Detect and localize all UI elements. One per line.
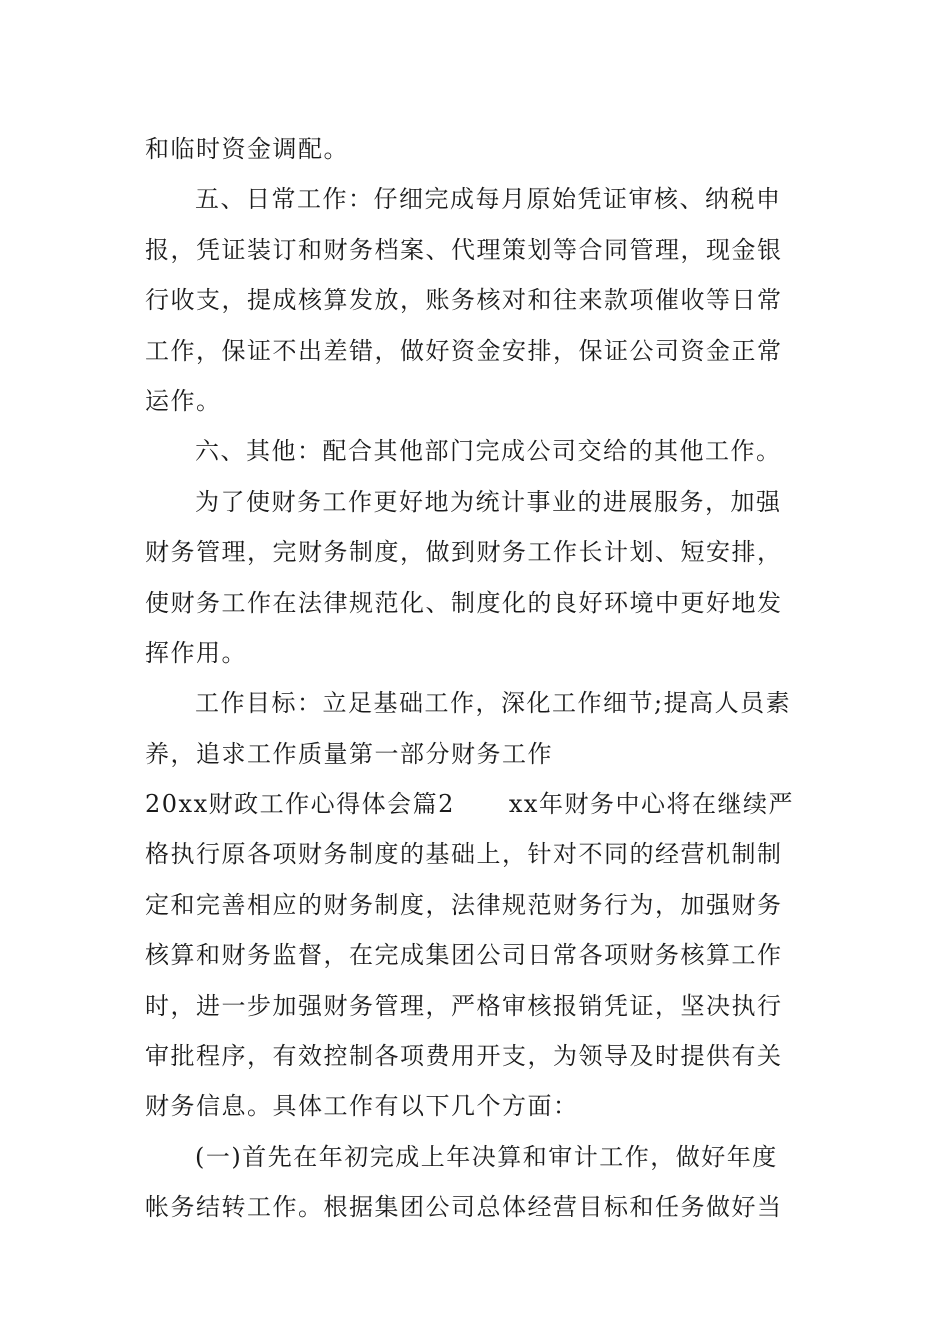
text-line: (一)首先在年初完成上年决算和审计工作，做好年度: [195, 1142, 778, 1171]
text-line: 时，进一步加强财务管理，严格审核报销凭证，坚决执行: [145, 991, 783, 1020]
text-line: 工作目标：立足基础工作，深化工作细节;提高人员素: [195, 689, 792, 718]
text-line: 为了使财务工作更好地为统计事业的进展服务，加强: [195, 487, 782, 516]
text-line: 审批程序，有效控制各项费用开支，为领导及时提供有关: [145, 1042, 783, 1071]
text-line: 定和完善相应的财务制度，法律规范财务行为，加强财务: [145, 890, 783, 919]
text-line: 行收支，提成核算发放，账务核对和往来款项催收等日常: [145, 286, 783, 315]
text-line: 五、日常工作：仔细完成每月原始凭证审核、纳税申: [195, 185, 782, 214]
section-heading: 20xx财政工作心得体会篇2: [145, 790, 455, 819]
document-body: [145, 124, 807, 1233]
heading-line: [145, 779, 807, 829]
heading-line-text: xx年财务中心将在继续严: [508, 790, 794, 819]
text-line: 和临时资金调配。: [145, 135, 349, 163]
text-line: 核算和财务监督，在完成集团公司日常各项财务核算工作: [145, 941, 783, 970]
text-line: 报，凭证装订和财务档案、代理策划等合同管理，现金银: [145, 235, 783, 264]
text-line: 六、其他：配合其他部门完成公司交给的其他工作。: [195, 437, 782, 466]
text-line: 养，追求工作质量第一部分财务工作: [145, 739, 553, 768]
text-line: 使财务工作在法律规范化、制度化的良好环境中更好地发: [145, 588, 783, 617]
text-line: 工作，保证不出差错，做好资金安排，保证公司资金正常: [145, 336, 783, 365]
text-line: 挥作用。: [145, 638, 247, 667]
text-line: 帐务结转工作。根据集团公司总体经营目标和任务做好当: [145, 1193, 783, 1222]
text-line: 运作。: [145, 386, 222, 415]
text-line: 财务管理，完财务制度，做到财务工作长计划、短安排，: [145, 538, 783, 567]
text-line: 财务信息。具体工作有以下几个方面：: [145, 1092, 579, 1121]
text-line: 格执行原各项财务制度的基础上，针对不同的经营机制制: [145, 840, 783, 869]
